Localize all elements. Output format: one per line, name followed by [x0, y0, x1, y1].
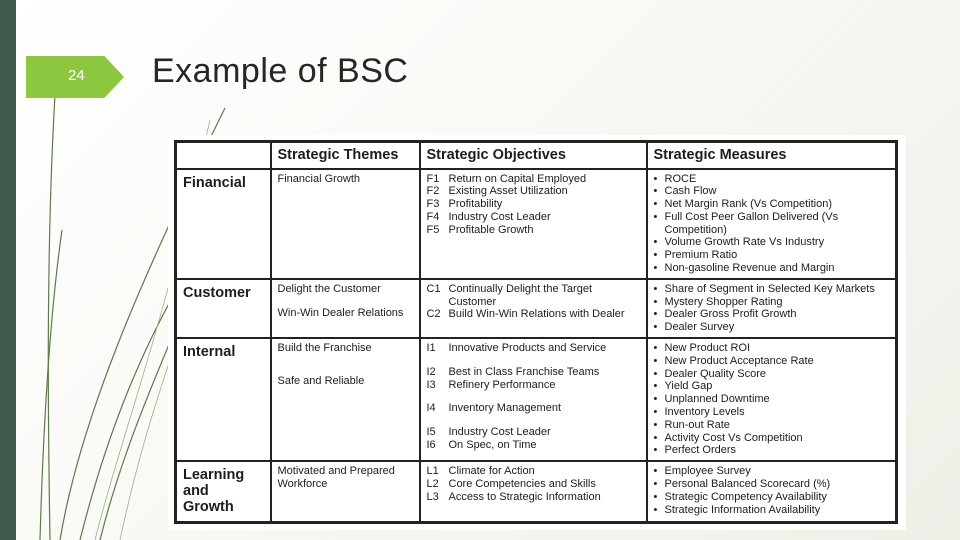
measures-cell: [647, 279, 897, 338]
objective-code: F4: [426, 210, 440, 223]
objective-text: Refinery Performance: [448, 378, 556, 391]
bullet-icon: •: [653, 503, 658, 516]
bsc-table: [174, 140, 898, 524]
measure-item: [654, 321, 890, 334]
bullet-icon: •: [653, 236, 658, 249]
objective-code: F2: [426, 185, 440, 198]
measures-cell: [647, 169, 897, 279]
measure-item: [654, 262, 890, 275]
measure-item: [654, 211, 890, 237]
objectives-cell: [420, 461, 647, 522]
objective-text: Return on Capital Employed: [448, 172, 587, 185]
theme-item: Safe and Reliable: [277, 374, 365, 387]
header-row: [176, 142, 897, 169]
objective-item: [427, 379, 640, 392]
themes-cell: [271, 338, 420, 461]
measure-text: Dealer Gross Profit Growth: [664, 308, 797, 321]
measure-item: [654, 342, 890, 355]
measure-text: Strategic Competency Availability: [664, 490, 827, 503]
measure-item: [654, 296, 890, 309]
bullet-icon: •: [653, 354, 658, 367]
objective-item: [427, 366, 640, 379]
objective-item: [427, 224, 640, 237]
objective-code: I6: [426, 439, 436, 452]
theme-item: Delight the Customer: [277, 282, 381, 295]
objective-text: Core Competencies and Skills: [448, 478, 596, 491]
bullet-icon: •: [653, 418, 658, 431]
perspective-learning-growth: Learning and Growth: [176, 461, 271, 522]
theme-item: Motivated and Prepared Workforce: [277, 465, 395, 491]
measure-item: [654, 406, 890, 419]
objective-text: Profitability: [448, 198, 503, 211]
header-strategic-objectives: Strategic Objectives: [420, 142, 647, 169]
objective-code: C2: [426, 308, 441, 321]
objective-text: Access to Strategic Information: [448, 490, 601, 503]
objective-text: Industry Cost Leader: [448, 426, 551, 439]
bullet-icon: •: [653, 282, 658, 295]
bullet-icon: •: [653, 444, 658, 457]
objective-code: I2: [426, 365, 436, 378]
header-corner: [176, 142, 271, 169]
bullet-icon: •: [653, 465, 658, 478]
measures-cell: [647, 461, 897, 522]
measure-item: [654, 236, 890, 249]
slide-title: Example of BSC: [152, 52, 409, 90]
bullet-icon: •: [653, 406, 658, 419]
measure-text: Non-gasoline Revenue and Margin: [664, 262, 835, 275]
measure-text: Share of Segment in Selected Key Markets: [664, 282, 875, 295]
objective-text: Profitable Growth: [448, 223, 534, 236]
bullet-icon: •: [653, 490, 658, 503]
bullet-icon: •: [653, 431, 658, 444]
measure-text: New Product ROI: [664, 342, 751, 355]
objective-item: [427, 185, 640, 198]
measure-text: Mystery Shopper Rating: [664, 295, 783, 308]
measure-text: Net Margin Rank (Vs Competition): [664, 198, 833, 211]
table-row-internal: [176, 338, 897, 461]
table-row-learning-growth: [176, 461, 897, 522]
objective-code: I3: [426, 378, 436, 391]
objective-text: Innovative Products and Service: [448, 342, 607, 355]
bullet-icon: •: [653, 393, 658, 406]
measure-text: Dealer Survey: [664, 321, 735, 334]
measure-item: [654, 249, 890, 262]
bullet-icon: •: [653, 172, 658, 185]
slide-number: 24: [68, 67, 85, 84]
measure-text: Run-out Rate: [664, 418, 730, 431]
objective-item: [427, 211, 640, 224]
measure-item: [654, 504, 890, 517]
measure-item: [654, 444, 890, 457]
objective-text: Build Win-Win Relations with Dealer: [448, 308, 625, 321]
measure-text: Volume Growth Rate Vs Industry: [664, 236, 825, 249]
objective-code: L2: [426, 478, 439, 491]
bullet-icon: •: [653, 380, 658, 393]
measure-text: Dealer Quality Score: [664, 367, 766, 380]
objective-code: C1: [426, 282, 441, 295]
measure-text: Inventory Levels: [664, 406, 745, 419]
objective-item: [427, 478, 640, 491]
objective-text: Existing Asset Utilization: [448, 185, 568, 198]
bullet-icon: •: [653, 262, 658, 275]
objective-code: I1: [426, 342, 436, 355]
measure-text: Cash Flow: [664, 185, 717, 198]
objective-code: I4: [426, 402, 436, 415]
measure-item: [654, 491, 890, 504]
bullet-icon: •: [653, 342, 658, 355]
objective-item: [427, 283, 640, 309]
objective-item: [427, 439, 640, 452]
measure-text: Yield Gap: [664, 380, 713, 393]
objective-code: F1: [426, 172, 440, 185]
measure-item: [654, 355, 890, 368]
measure-item: [654, 308, 890, 321]
bullet-icon: •: [653, 198, 658, 211]
header-strategic-measures: Strategic Measures: [647, 142, 897, 169]
bullet-icon: •: [653, 249, 658, 262]
bullet-icon: •: [653, 308, 658, 321]
measure-text: ROCE: [664, 172, 697, 185]
objective-code: L3: [426, 490, 439, 503]
perspective-customer: Customer: [176, 279, 271, 338]
measure-text: Full Cost Peer Gallon Delivered (Vs Competition): [664, 210, 839, 236]
bullet-icon: •: [653, 367, 658, 380]
bsc-table-image: [168, 135, 906, 530]
measure-item: [654, 478, 890, 491]
objective-code: L1: [426, 465, 439, 478]
objective-item: [427, 402, 640, 415]
header-strategic-themes: Strategic Themes: [271, 142, 420, 169]
objective-text: Inventory Management: [448, 402, 562, 415]
measure-text: Premium Ratio: [664, 249, 738, 262]
measure-text: Unplanned Downtime: [664, 393, 770, 406]
measure-text: Activity Cost Vs Competition: [664, 431, 803, 444]
objective-item: [427, 173, 640, 186]
objectives-cell: [420, 169, 647, 279]
measure-item: [654, 432, 890, 445]
perspective-internal: Internal: [176, 338, 271, 461]
measure-item: [654, 368, 890, 381]
objective-text: Industry Cost Leader: [448, 210, 551, 223]
objective-text: Climate for Action: [448, 465, 535, 478]
themes-cell: [271, 279, 420, 338]
objective-text: Best in Class Franchise Teams: [448, 365, 600, 378]
objective-text: On Spec, on Time: [448, 439, 537, 452]
objective-item: [427, 198, 640, 211]
perspective-financial: Financial: [176, 169, 271, 279]
left-accent-bar: [0, 0, 16, 540]
bullet-icon: •: [653, 185, 658, 198]
bullet-icon: •: [653, 321, 658, 334]
objective-text: Continually Delight the Target Customer: [448, 282, 592, 308]
theme-item: Build the Franchise: [277, 342, 372, 355]
measure-item: [654, 380, 890, 393]
objective-item: [427, 426, 640, 439]
themes-cell: [271, 169, 420, 279]
objective-code: F5: [426, 223, 440, 236]
objectives-cell: [420, 279, 647, 338]
bullet-icon: •: [653, 478, 658, 491]
objective-code: I5: [426, 426, 436, 439]
measure-item: [654, 198, 890, 211]
themes-cell: [271, 461, 420, 522]
bullet-icon: •: [653, 295, 658, 308]
measures-cell: [647, 338, 897, 461]
objective-item: [427, 465, 640, 478]
measure-text: New Product Acceptance Rate: [664, 354, 814, 367]
measure-text: Personal Balanced Scorecard (%): [664, 478, 831, 491]
measure-item: [654, 393, 890, 406]
table-row-financial: [176, 169, 897, 279]
measure-item: [654, 185, 890, 198]
table-row-customer: [176, 279, 897, 338]
theme-item: Win-Win Dealer Relations: [277, 306, 404, 319]
measure-text: Employee Survey: [664, 465, 751, 478]
measure-item: [654, 283, 890, 296]
measure-item: [654, 173, 890, 186]
measure-item: [654, 465, 890, 478]
measure-item: [654, 419, 890, 432]
objectives-cell: [420, 338, 647, 461]
objective-item: [427, 342, 640, 355]
measure-text: Perfect Orders: [664, 444, 737, 457]
objective-item: [427, 308, 640, 321]
objective-item: [427, 491, 640, 504]
bullet-icon: •: [653, 210, 658, 223]
measure-text: Strategic Information Availability: [664, 503, 821, 516]
objective-code: F3: [426, 198, 440, 211]
theme-item: Financial Growth: [277, 172, 361, 185]
